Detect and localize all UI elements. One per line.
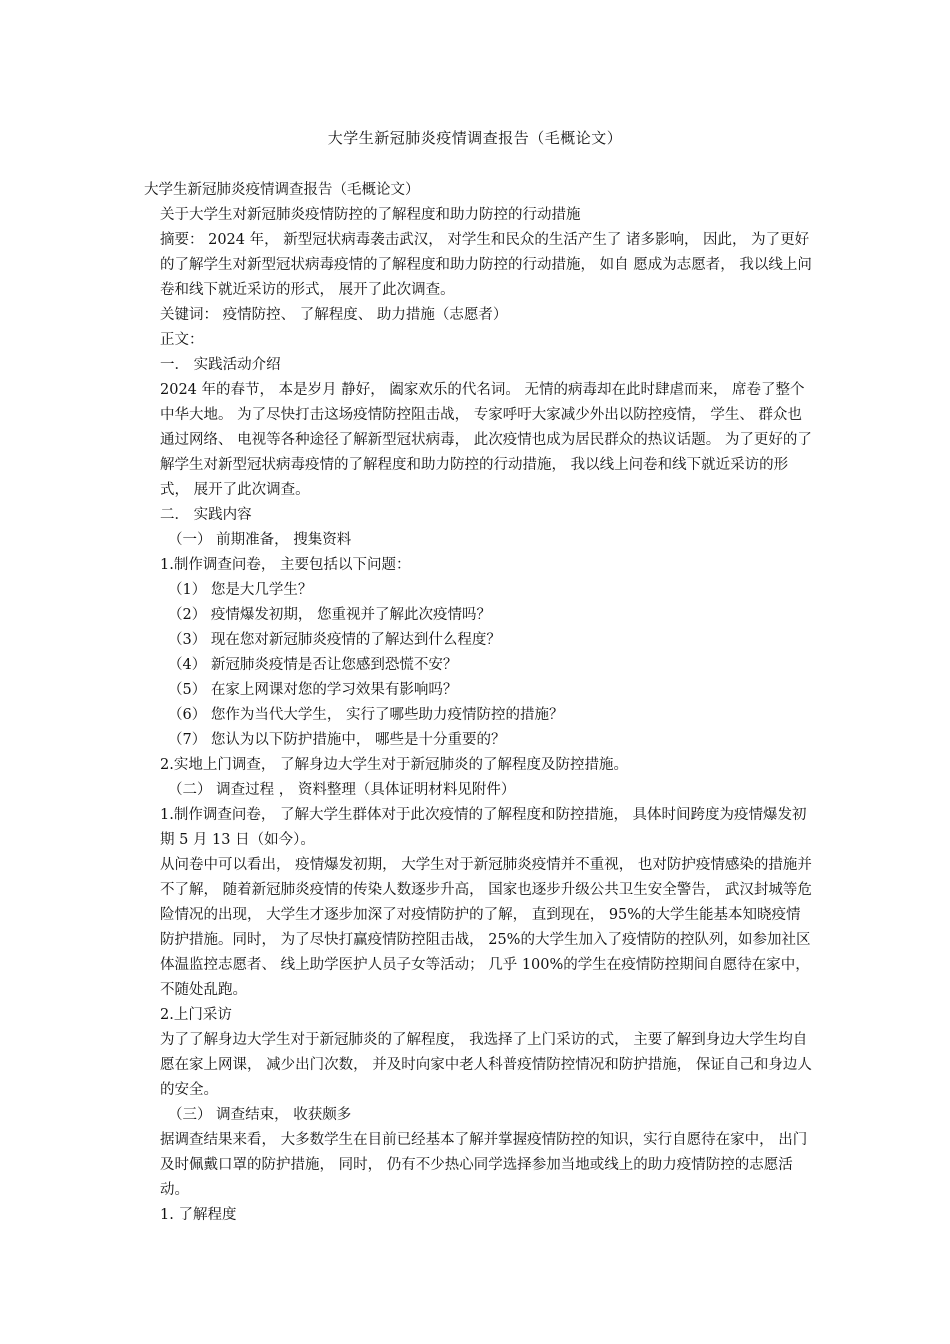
paragraph-intro: 2024 年的春节， 本是岁月 静好， 阖家欢乐的代名词。 无情的病毒却在此时肆虐而来， 席卷了整个中华大地。 为了尽快打击这场疫情防控阻击战， 专家呼吁大家减少外出以防控疫情， 学生、 群众也通过网络、 电视等各种途径了解新型冠状病毒， 此次疫情也成为居民群众的热议话题。 为了更好的了解学生对新型冠状病毒疫情的了解程度和助力防控的行动措施， 我以线上问卷和线下就近采访的形式， 展开了此次调查。	[160, 382, 812, 498]
paragraph-subtitle: 关于大学生对新冠肺炎疫情防控的了解程度和助力防控的行动措施	[160, 207, 581, 223]
list-item: 2.上门采访	[160, 1007, 232, 1023]
question-item: （7） 您认为以下防护措施中， 哪些是十分重要的？	[168, 732, 506, 748]
section-heading-2: 二． 实践内容	[160, 507, 252, 523]
page-title: 大学生新冠肺炎疫情调查报告（毛概论文）	[327, 129, 623, 147]
question-item: （6） 您作为当代大学生， 实行了哪些助力疫情防控的措施？	[168, 707, 564, 723]
question-item: （2） 疫情爆发初期， 您重视并了解此次疫情吗？	[168, 607, 491, 623]
list-item: 1. 了解程度	[160, 1207, 237, 1223]
paragraph-interview: 为了了解身边大学生对于新冠肺炎的了解程度， 我选择了上门采访的式， 主要了解到身边大学生均自愿在家上网课， 减少出门次数， 并及时向家中老人科普疫情防控情况和防护措施， 保证自己和身边人的安全。	[160, 1032, 812, 1098]
paragraph-conclusion: 据调查结果来看， 大多数学生在目前已经基本了解并掌握疫情防控的知识，实行自愿待在家中， 出门及时佩戴口罩的防护措施， 同时， 仍有不少热心同学选择参加当地或线上的助力疫情防控的志愿活动。	[160, 1132, 808, 1198]
question-item: （5） 在家上网课对您的学习效果有影响吗？	[168, 682, 458, 698]
section-heading-1: 一． 实践活动介绍	[160, 357, 281, 373]
subsection-heading-3: （三） 调查结束， 收获颇多	[168, 1107, 352, 1123]
paragraph-keywords: 关键词： 疫情防控、 了解程度、 助力措施（志愿者）	[160, 307, 508, 323]
document-body	[144, 178, 814, 1228]
subsection-heading-2: （二） 调查过程 ， 资料整理（具体证明材料见附件）	[168, 782, 516, 798]
question-item: （1） 您是大几学生？	[168, 582, 313, 598]
list-item: 2.实地上门调查， 了解身边大学生对于新冠肺炎的了解程度及防控措施。	[160, 757, 628, 773]
paragraph-abstract: 摘要： 2024 年， 新型冠状病毒袭击武汉， 对学生和民众的生活产生了 诸多影响， 因此， 为了更好的了解学生对新型冠状病毒疫情的了解程度和助力防控的行动措施， 如自 愿成为志愿者， 我以线上问卷和线下就近采访的形式， 展开了此次调查。	[160, 232, 812, 298]
list-item: 1.制作调查问卷， 了解大学生群体对于此次疫情的了解程度和防控措施， 具体时间跨度为疫情爆发初期 5 月 13 日（如今）。	[160, 807, 807, 848]
question-item: （3） 现在您对新冠肺炎疫情的了解达到什么程度？	[168, 632, 501, 648]
paragraph-findings: 从问卷中可以看出， 疫情爆发初期， 大学生对于新冠肺炎疫情并不重视， 也对防护疫情感染的措施并不了解， 随着新冠肺炎疫情的传染人数逐步升高， 国家也逐步升级公共卫生安全警告， 武汉封城等危险情况的出现， 大学生才逐步加深了对疫情防护的了解， 直到现在， 95%的大学生能基本知晓疫情防护措施。同时， 为了尽快打赢疫情防控阻击战， 25%的大学生加入了疫情防的控队列，如参加社区体温监控志愿者、 线上助学医护人员子女等活动； 几乎 100%的学生在疫情防控期间自愿待在家中， 不随处乱跑。	[160, 857, 812, 998]
list-item: 1.制作调查问卷， 主要包括以下问题：	[160, 557, 411, 573]
subsection-heading-1: （一） 前期准备， 搜集资料	[168, 532, 352, 548]
question-item: （4） 新冠肺炎疫情是否让您感到恐慌不安？	[168, 657, 458, 673]
paragraph-heading: 大学生新冠肺炎疫情调查报告（毛概论文）	[144, 182, 420, 198]
paragraph-body-label: 正文：	[160, 332, 204, 348]
